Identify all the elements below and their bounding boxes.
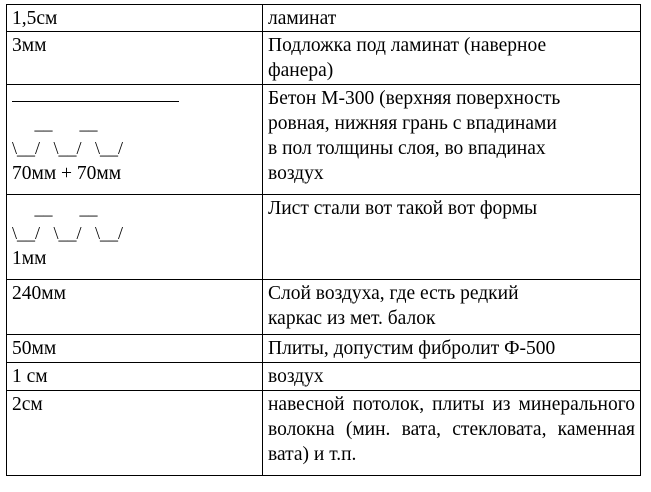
material-cell [263, 32, 641, 85]
material-text: каркас из мет. балок [268, 308, 436, 329]
thickness-text: 1,5см [12, 8, 58, 29]
thickness-text: 1 см [12, 366, 48, 387]
material-text: навесной потолок, плиты из [268, 394, 511, 415]
material-text: минерального волокна (мин. вата, [268, 394, 635, 440]
table-row [7, 280, 641, 335]
material-cell [263, 391, 641, 476]
material-text: фанера) [268, 60, 334, 81]
thickness-cell [7, 335, 263, 363]
thickness-cell [7, 363, 263, 391]
material-text: стекловата, каменная вата) и т.п. [268, 419, 635, 465]
material-text-justified [268, 392, 635, 467]
material-text: воздух [268, 366, 324, 387]
table-row [7, 195, 641, 280]
thickness-text: 1мм [12, 248, 47, 269]
thickness-text: 70мм + 70мм [12, 163, 122, 184]
material-text: ровная, нижняя грань с впадинами [268, 113, 557, 134]
material-text: Бетон М-300 (верхняя поверхность [268, 88, 561, 109]
thickness-cell [7, 85, 263, 195]
corrugation-sketch-top: __ __ [12, 113, 98, 133]
thickness-text: 50мм [12, 338, 57, 359]
corrugation-sketch-bottom: \__/ \__/ \__/ [12, 223, 124, 243]
table-row [7, 85, 641, 195]
thickness-text: 240мм [12, 283, 66, 304]
material-text: Подложка под ламинат (наверное [268, 35, 547, 56]
thickness-text: 3мм [12, 35, 47, 56]
thickness-cell [7, 195, 263, 280]
table-row [7, 32, 641, 85]
material-cell [263, 5, 641, 32]
corrugation-sketch-top: __ __ [12, 198, 98, 218]
underline-sketch [12, 86, 257, 111]
material-cell [263, 363, 641, 391]
table-row [7, 391, 641, 476]
thickness-cell [7, 280, 263, 335]
material-cell [263, 195, 641, 280]
material-text: в пол толщины слоя, во впадинах [268, 138, 546, 159]
material-text: ламинат [268, 8, 337, 29]
layers-table [6, 4, 641, 476]
table-row [7, 335, 641, 363]
thickness-cell [7, 391, 263, 476]
material-cell [263, 335, 641, 363]
material-text: Слой воздуха, где есть редкий [268, 283, 519, 304]
thickness-text: 2см [12, 394, 43, 415]
table-row [7, 363, 641, 391]
material-cell [263, 280, 641, 335]
thickness-cell [7, 32, 263, 85]
corrugation-sketch-bottom: \__/ \__/ \__/ [12, 138, 124, 158]
thickness-cell [7, 5, 263, 32]
material-text: Лист стали вот такой вот формы [268, 198, 538, 219]
material-text: Плиты, допустим фибролит Ф-500 [268, 338, 556, 359]
table-row [7, 5, 641, 32]
material-text: воздух [268, 163, 324, 184]
material-cell [263, 85, 641, 195]
